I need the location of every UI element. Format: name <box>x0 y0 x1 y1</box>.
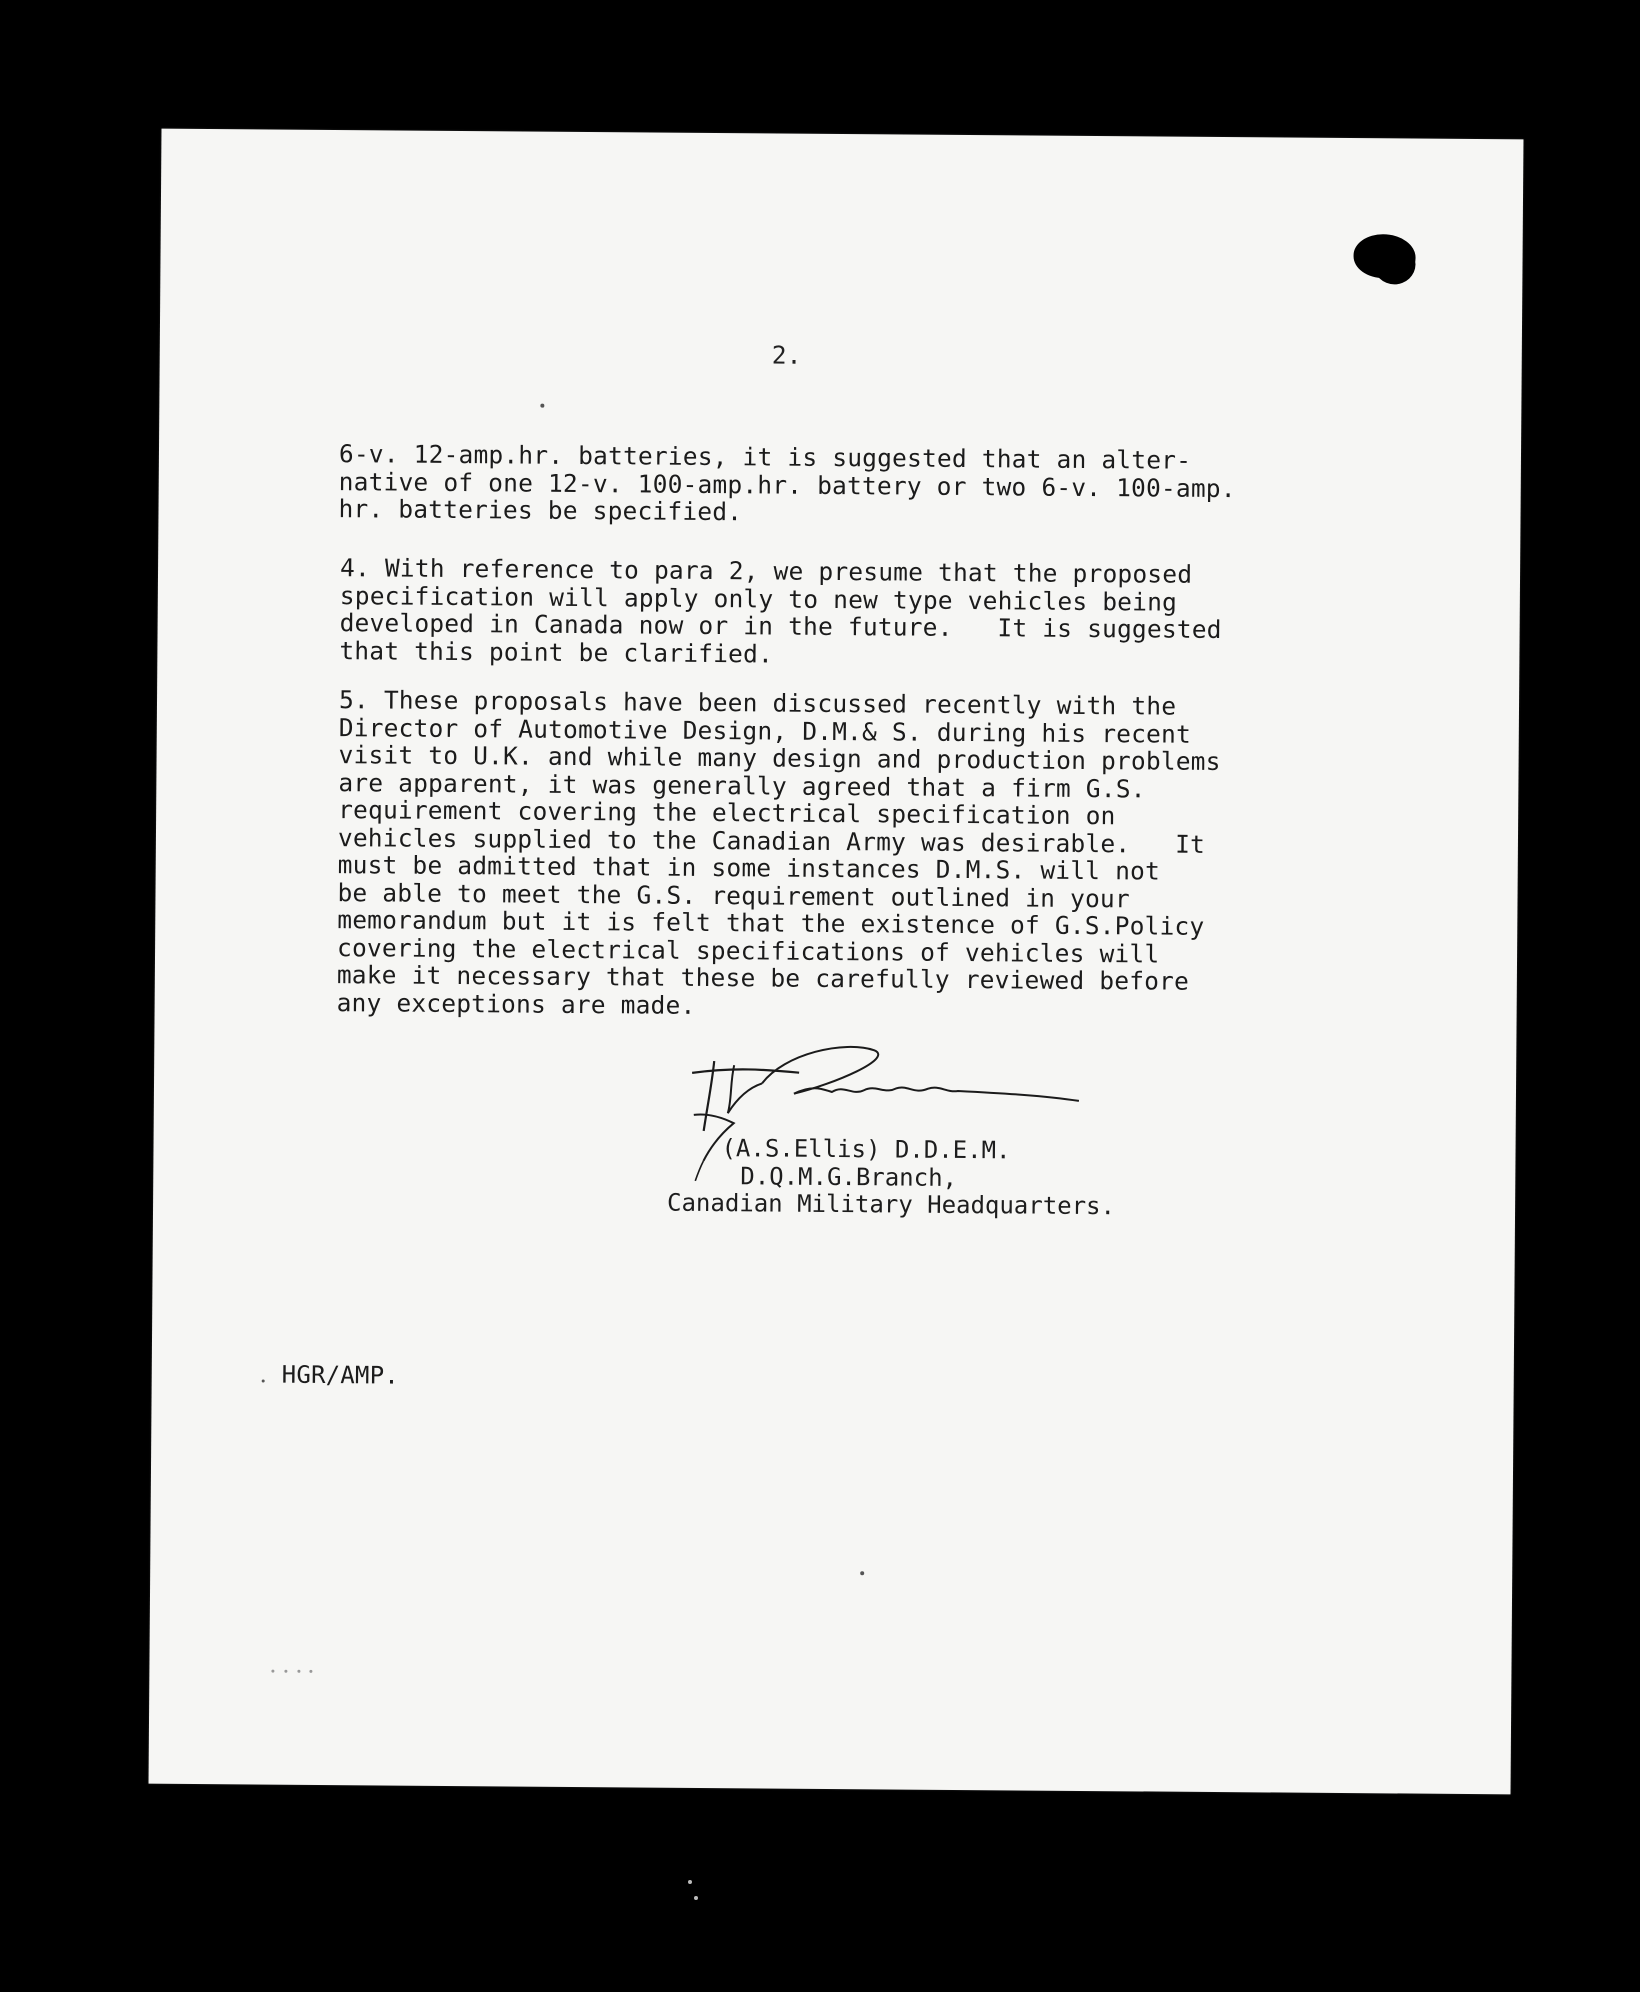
dust-speck <box>271 1670 274 1673</box>
dust-speck <box>860 1571 864 1575</box>
page-number: 2. <box>771 340 802 370</box>
dust-speck <box>297 1670 300 1673</box>
dust-speck <box>540 404 544 408</box>
signature-block <box>666 1043 1116 1276</box>
signatory-name: (A.S.Ellis) D.D.E.M. <box>721 1134 1011 1165</box>
reference-initials: HGR/AMP. <box>281 1360 400 1390</box>
signatory-headquarters: Canadian Military Headquarters. <box>666 1188 1116 1221</box>
dust-speck <box>284 1670 287 1673</box>
punch-hole <box>1353 234 1415 278</box>
paragraph-5: 5. These proposals have been discussed recently with the Director of Automotive Design, D.M.& S. during his recent visit to U.K. and while many design and production problems are apparent, it was generally agreed that a firm G.S. requirement covering the electrical specification on vehicles supplied to the Canadian Army was desirable. It must be admitted that in some instances D.M.S. will not be able to meet the G.S. requirement outlined in your memorandum but it is felt that the existence of G.S.Policy covering the electrical specifications of vehicles will make it necessary that these be carefully reviewed before any exceptions are made. <box>336 685 1221 1020</box>
dust-speck <box>262 1380 265 1383</box>
paragraph-continuation: 6-v. 12-amp.hr. batteries, it is suggested that an alter- native of one 12-v. 100-amp.hr. battery or two 6-v. 100-amp. hr. batteries be specified. <box>338 439 1236 527</box>
paragraph-4: 4. With reference to para 2, we presume that the proposed specification will apply only to new type vehicles being developed in Canada now or in the future. It is suggested that this point be clarified. <box>339 553 1222 668</box>
signatory-branch: D.Q.M.G.Branch, <box>740 1162 958 1192</box>
document-page <box>149 129 1524 1795</box>
dust-speck <box>694 1896 698 1900</box>
dust-speck <box>309 1670 312 1673</box>
dust-speck <box>688 1880 692 1884</box>
